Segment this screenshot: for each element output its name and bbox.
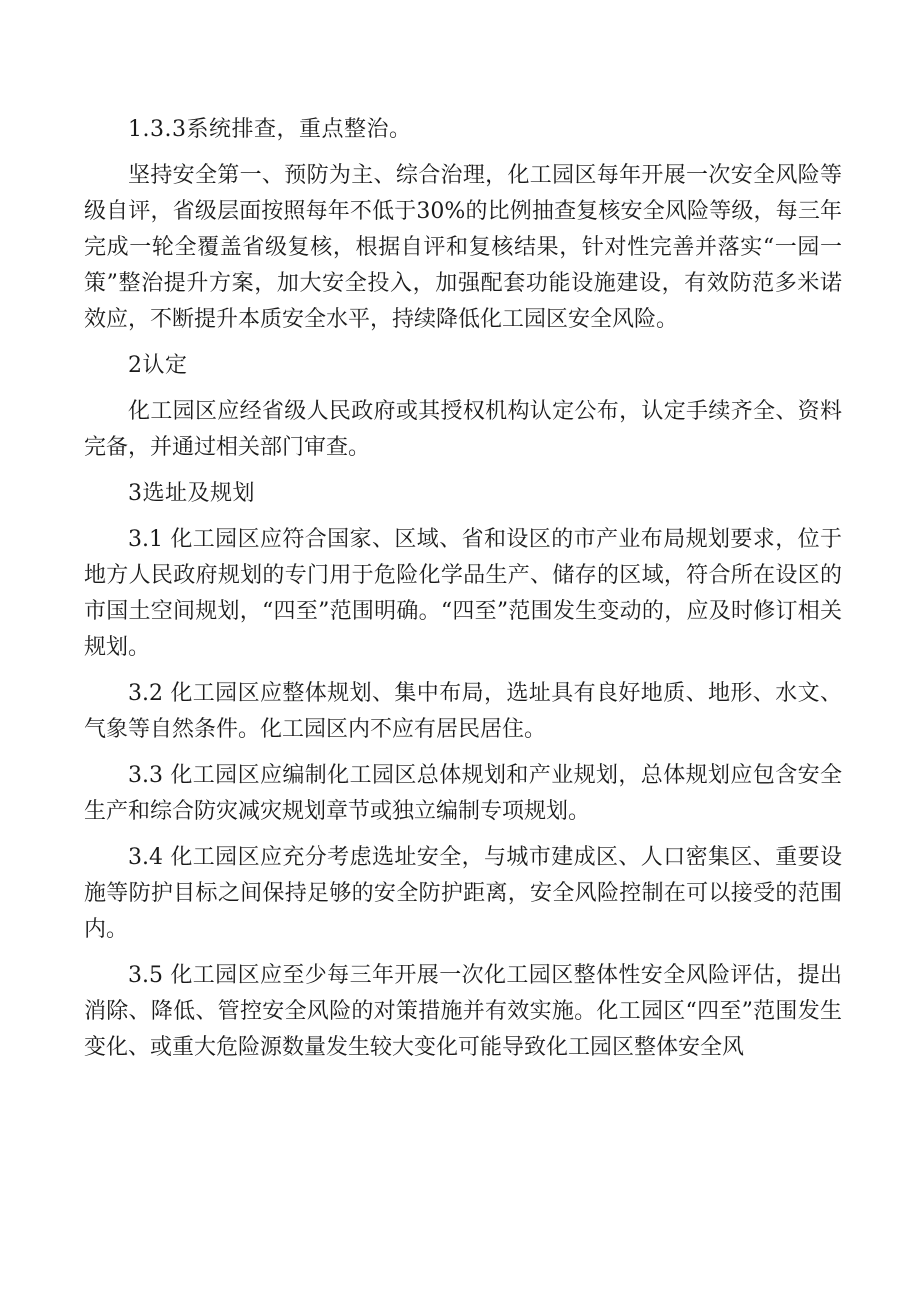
paragraph-3-2: 3.2 化工园区应整体规划、集中布局，选址具有良好地质、地形、水文、气象等自然条件。化工园区内不应有居民居住。 <box>84 681 842 742</box>
paragraph-3-5: 3.5 化工园区应至少每三年开展一次化工园区整体性安全风险评估，提出消除、降低、管控安全风险的对策措施并有效实施。化工园区“四至”范围发生变化、或重大危险源数量发生较大变化可能导致化工园区整体安全风 <box>84 963 842 1060</box>
paragraph-risk-assessment: 坚持安全第一、预防为主、综合治理，化工园区每年开展一次安全风险等级自评，省级层面按照每年不低于30%的比例抽查复核安全风险等级，每三年完成一轮全覆盖省级复核，根据自评和复核结果，针对性完善并落实“一园一策”整治提升方案，加大安全投入，加强配套功能设施建设，有效防范多米诺效应，不断提升本质安全水平，持续降低化工园区安全风险。 <box>84 163 842 332</box>
document-body <box>84 112 842 1076</box>
section-heading-1-3-3: 1.3.3系统排查，重点整治。 <box>128 117 412 142</box>
paragraph-3-1: 3.1 化工园区应符合国家、区域、省和设区的市产业布局规划要求，位于地方人民政府规划的专门用于危险化学品生产、储存的区域，符合所在设区的市国土空间规划，“四至”范围明确。“四至”范围发生变动的，应及时修订相关规划。 <box>84 527 842 660</box>
paragraph-3-3: 3.3 化工园区应编制化工园区总体规划和产业规划，总体规划应包含安全生产和综合防灾减灾规划章节或独立编制专项规划。 <box>84 763 842 824</box>
section-heading-2: 2认定 <box>128 353 188 378</box>
paragraph-3-4: 3.4 化工园区应充分考虑选址安全，与城市建成区、人口密集区、重要设施等防护目标之间保持足够的安全防护距离，安全风险控制在可以接受的范围内。 <box>84 845 842 942</box>
paragraph-certification: 化工园区应经省级人民政府或其授权机构认定公布，认定手续齐全、资料完备，并通过相关部门审查。 <box>84 399 842 460</box>
section-heading-3: 3选址及规划 <box>128 481 255 506</box>
